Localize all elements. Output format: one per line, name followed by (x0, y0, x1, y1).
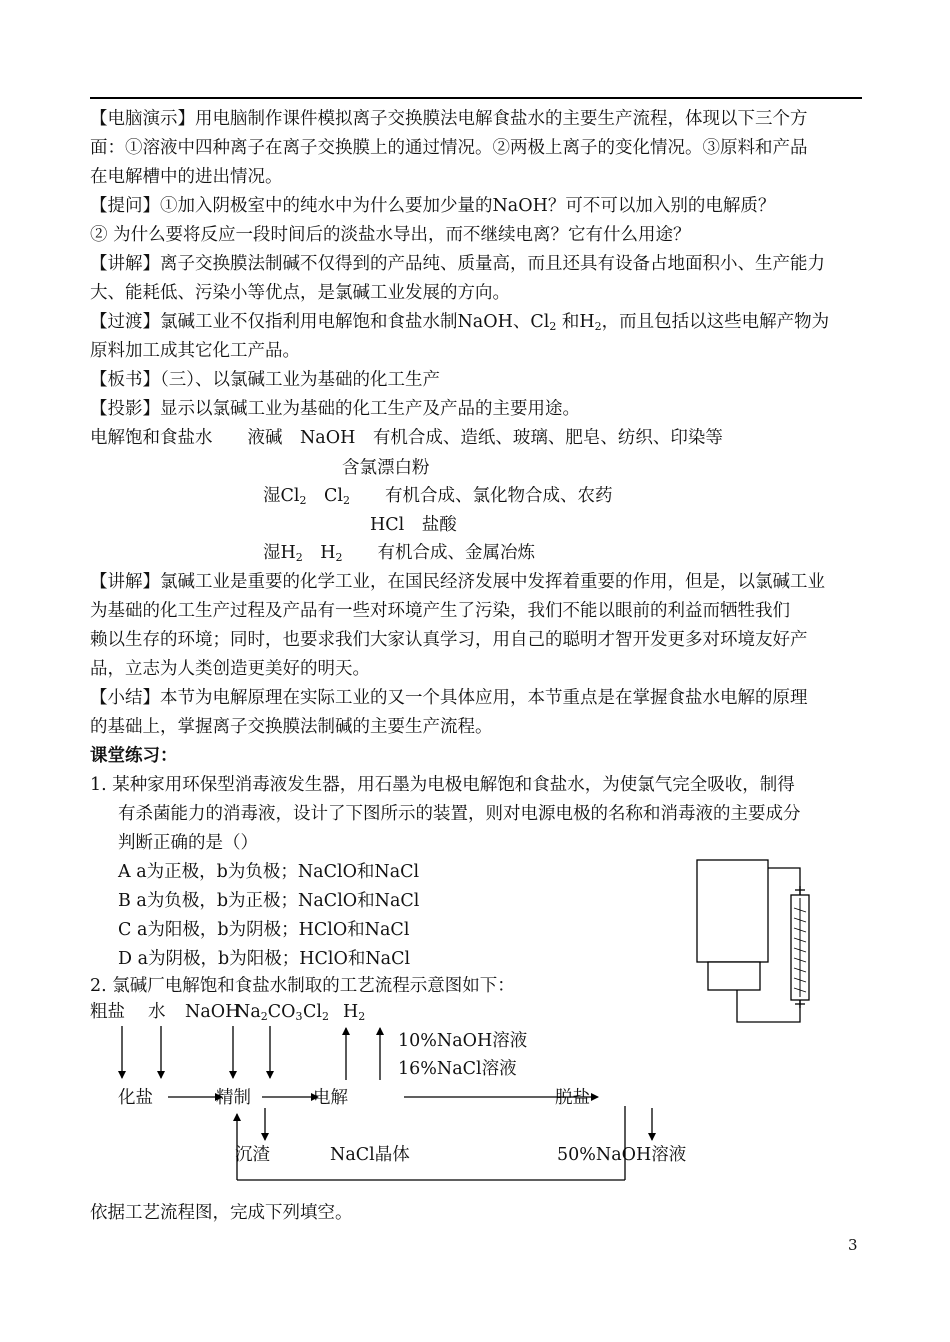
exercise-2-line: 2. 氯碱厂电解饱和食盐水制取的工艺流程示意图如下： (90, 976, 515, 996)
explain-2-line-4: 品，立志为人类创造更美好的明天。 (90, 659, 370, 679)
demo-line-3: 在电解槽中的进出情况。 (90, 167, 283, 187)
page-number: 3 (848, 1236, 858, 1254)
flow-node-dissolve: 化盐 (118, 1088, 153, 1108)
option-c: C a为阳极，b为阴极；HClO和NaCl (118, 920, 410, 940)
tree-row-3: 湿$Cl_2$ $Cl_2$ 有机合成、氯化物合成、农药 (263, 486, 613, 507)
exercise-1-line-3: 判断正确的是（） (118, 833, 258, 853)
final-instruction: 依据工艺流程图，完成下列填空。 (90, 1203, 353, 1223)
flow-out-naoh: 10%NaOH溶液 (398, 1031, 528, 1051)
question-1: 【提问】①加入阴极室中的纯水中为什么要加少量的NaOH？可不可以加入别的电解质？ (90, 196, 776, 216)
transition-line-2: 原料加工成其它化工产品。 (90, 341, 300, 361)
question-2: ② 为什么要将反应一段时间后的淡盐水导出，而不继续电离？它有什么用途？ (90, 225, 691, 245)
flow-node-electrolysis: 电解 (313, 1088, 348, 1108)
power-supply-base (708, 962, 760, 990)
option-b: B a为负极，b为正极；NaClO和NaCl (118, 891, 420, 911)
demo-line-2: 面：①溶液中四种离子在离子交换膜上的通过情况。②两极上离子的变化情况。③原料和产品 (90, 138, 808, 158)
flow-out-nacl: 16%NaCl溶液 (398, 1059, 517, 1079)
flow-nacl-crystal: NaCl晶体 (330, 1145, 410, 1165)
tree-row-4: HCl 盐酸 (370, 515, 457, 535)
option-a: A a为正极，b为负极；NaClO和NaCl (118, 862, 420, 882)
board-note: 【板书】（三）、以氯碱工业为基础的化工生产 (90, 370, 440, 390)
explain-2-line-3: 赖以生存的环境；同时，也要求我们大家认真学习，用自己的聪明才智开发更多对环境友好产 (90, 630, 808, 650)
transition-line-1: 【过渡】氯碱工业不仅指利用电解饱和食盐水制NaOH、$Cl_2$ 和$H_2$，而且包括以这些电解产物为 (90, 312, 830, 333)
explain-1-line-1: 【讲解】离子交换膜法制碱不仅得到的产品纯、质量高，而且还具有设备占地面积小、生产能力 (90, 254, 825, 274)
apparatus-drawing (697, 860, 809, 1022)
exercise-1-line-1: 1. 某种家用环保型消毒液发生器，用石墨为电极电解饱和食盐水，为使氯气完全吸收，制得 (90, 775, 795, 795)
flow-na2co3: $Na_2CO_3$ (235, 1002, 303, 1023)
flow-cl2: $Cl_2$ (303, 1002, 329, 1023)
exercise-1-line-2: 有杀菌能力的消毒液，设计了下图所示的装置，则对电源电极的名称和消毒液的主要成分 (118, 804, 801, 824)
flow-naoh: NaOH (185, 1002, 241, 1022)
summary-line-1: 【小结】本节为电解原理在实际工业的又一个具体应用，本节重点是在掌握食盐水电解的原理 (90, 688, 808, 708)
option-d: D a为阴极，b为阳极；HClO和NaCl (118, 949, 411, 969)
flow-node-refine: 精制 (216, 1088, 251, 1108)
flow-raw-salt: 粗盐 (90, 1002, 125, 1022)
wire-top (768, 868, 800, 895)
flow-sediment: 沉渣 (235, 1145, 270, 1165)
summary-line-2: 的基础上，掌握离子交换膜法制碱的主要生产流程。 (90, 717, 493, 737)
explain-2-line-2: 为基础的化工生产过程及产品有一些对环境产生了污染，我们不能以眼前的利益而牺牲我们 (90, 601, 790, 621)
exercise-title: 课堂练习： (90, 746, 178, 766)
explain-2-line-1: 【讲解】氯碱工业是重要的化学工业，在国民经济发展中发挥着重要的作用，但是，以氯碱工业 (90, 572, 825, 592)
power-supply-box (697, 860, 768, 962)
tree-row-5: 湿$H_2$ $H_2$ 有机合成、金属冶炼 (263, 543, 536, 564)
flow-node-desalt: 脱盐 (555, 1088, 590, 1108)
tree-row-1: 电解饱和食盐水 液碱 NaOH 有机合成、造纸、玻璃、肥皂、纺织、印染等 (90, 428, 723, 448)
tree-row-2: 含氯漂白粉 (342, 458, 430, 478)
projection-note: 【投影】显示以氯碱工业为基础的化工生产及产品的主要用途。 (90, 399, 580, 419)
flow-arrows (122, 1026, 652, 1180)
flow-h2: $H_2$ (343, 1002, 366, 1023)
flow-naoh-50: 50%NaOH溶液 (557, 1145, 687, 1165)
flow-water: 水 (148, 1002, 166, 1022)
explain-1-line-2: 大、能耗低、污染小等优点，是氯碱工业发展的方向。 (90, 283, 510, 303)
demo-line-1: 【电脑演示】用电脑制作课件模拟离子交换膜法电解食盐水的主要生产流程，体现以下三个方 (90, 109, 808, 129)
